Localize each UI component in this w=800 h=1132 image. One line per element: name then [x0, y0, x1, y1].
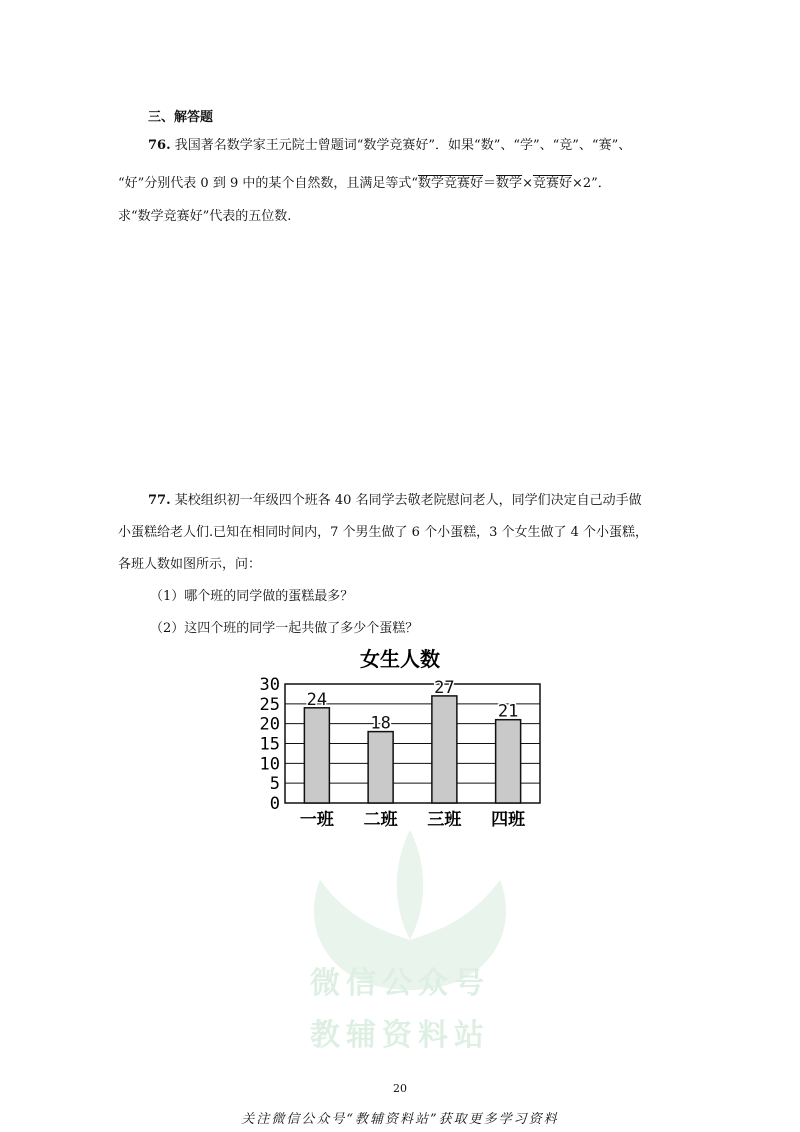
section-title: 三、解答题	[148, 110, 214, 125]
q76-text-2: “好”分别代表 0 到 9 中的某个自然数，且满足等式“	[118, 176, 419, 191]
x-tick-label: 一班	[299, 810, 334, 830]
q76-overline-full: 数学竞赛好	[418, 176, 484, 191]
q77-line-3: 各班人数如图所示，问：	[118, 557, 262, 572]
y-tick-label: 5	[269, 774, 280, 795]
q76-equals: ＝	[483, 176, 497, 191]
q76-line-3: 求“数学竞赛好”代表的五位数.	[118, 209, 292, 224]
data-label: 27	[434, 677, 455, 698]
y-tick-label: 0	[269, 794, 280, 814]
bar-3	[432, 696, 457, 803]
watermark-text-2: 教辅资料站	[310, 1018, 490, 1053]
q76-tail: ×2”．	[571, 176, 611, 191]
data-label: 18	[370, 713, 391, 734]
x-tick-label: 四班	[491, 810, 526, 830]
q77-subquestion-2: （2）这四个班的同学一起共做了多少个蛋糕？	[150, 621, 419, 636]
data-label: 21	[497, 701, 519, 722]
q77-subquestion-1: （1）哪个班的同学做的蛋糕最多？	[150, 589, 354, 604]
data-labels	[307, 678, 519, 734]
y-tick-label: 25	[259, 694, 280, 715]
y-tick-label: 10	[259, 754, 280, 775]
q77-line-1	[148, 494, 642, 507]
y-tick-label: 15	[259, 734, 280, 755]
q76-times: ×	[522, 176, 533, 191]
footer-note: 关注微信公众号“教辅资料站”获取更多学习资料	[241, 1112, 559, 1127]
page-number: 20	[393, 1082, 407, 1095]
y-tick-label: 30	[259, 675, 280, 695]
q76-number: 76.	[148, 138, 171, 153]
q76-line-2	[118, 177, 611, 190]
q77-text-1: 某校组织初一年级四个班各 40 名同学去敬老院慰问老人，同学们决定自己动手做	[174, 493, 642, 508]
bar-1	[304, 708, 329, 803]
bar-4	[496, 720, 521, 803]
q76-overline-b: 竞赛好	[532, 176, 572, 191]
chart-title: 女生人数	[360, 647, 440, 671]
data-label: 24	[306, 689, 328, 710]
x-tick-label: 二班	[363, 810, 398, 830]
bar-chart	[250, 640, 550, 840]
q76-text-1: 我国著名数学家王元院士曾题词“数学竞赛好”．如果“数”、“学”、“竞”、“赛”、	[174, 138, 632, 153]
q77-line-2: 小蛋糕给老人们.已知在相同时间内，7 个男生做了 6 个小蛋糕，3 个女生做了 4 个小蛋糕，	[118, 525, 649, 540]
chart-bars	[304, 696, 520, 803]
q76-line-1	[148, 139, 631, 152]
watermark-text-1: 微信公众号	[310, 966, 490, 1001]
q77-number: 77.	[148, 493, 171, 508]
x-axis-ticks	[300, 809, 526, 830]
y-axis-ticks	[260, 675, 280, 814]
q76-overline-a: 数学	[496, 176, 523, 191]
y-tick-label: 20	[259, 714, 280, 735]
bar-2	[368, 732, 393, 803]
x-tick-label: 三班	[427, 810, 462, 830]
